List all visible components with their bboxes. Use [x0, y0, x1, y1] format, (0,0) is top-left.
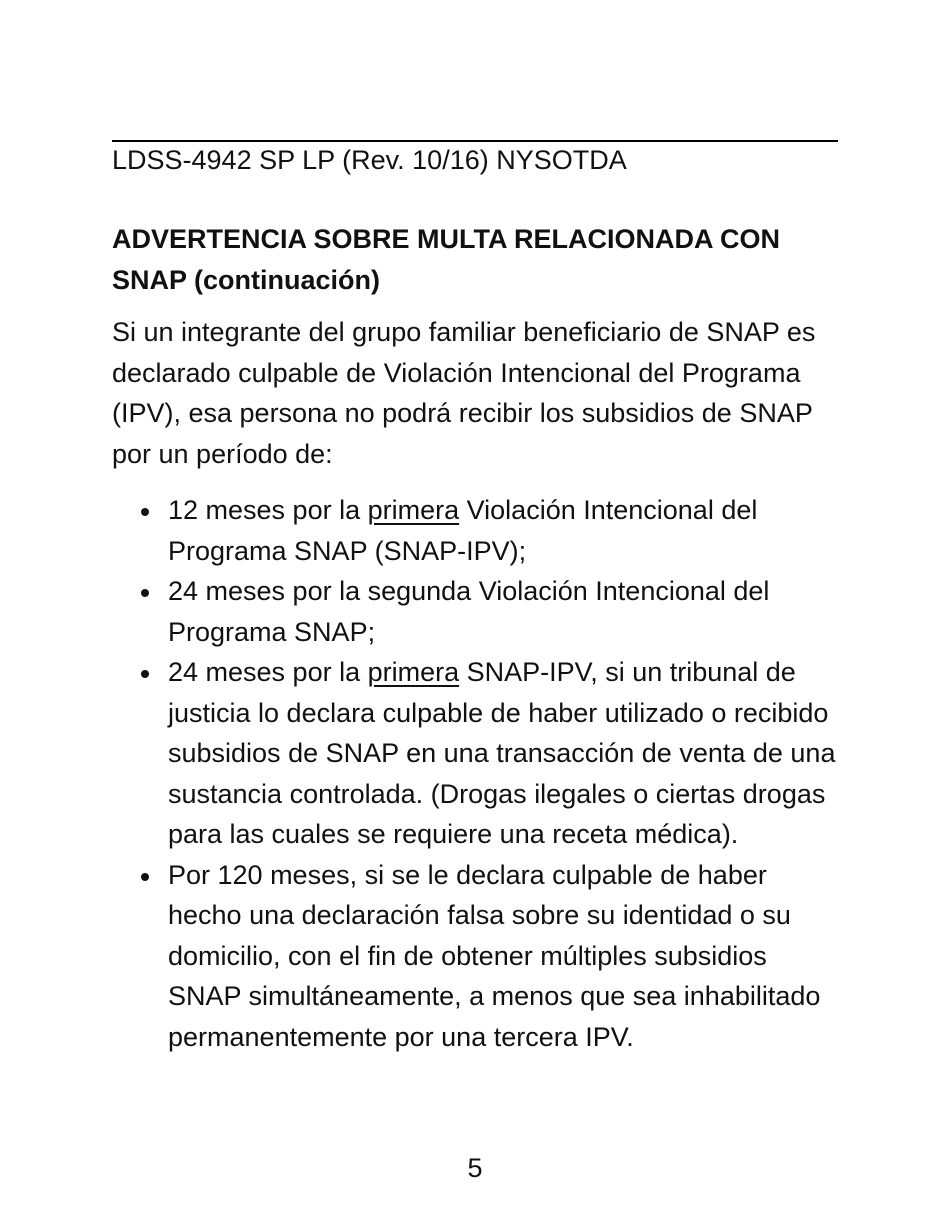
underlined-emphasis: primera — [367, 657, 460, 687]
intro-paragraph: Si un integrante del grupo familiar beneficiario de SNAP es declarado culpable de Violación Intencional del Programa (IPV), esa persona no podrá recibir los subsidios de SNAP por un período de: — [112, 317, 816, 469]
bullet-icon — [141, 670, 149, 678]
underlined-emphasis: primera — [367, 495, 460, 525]
bullet-icon — [141, 508, 149, 516]
page-number: 5 — [467, 1153, 483, 1183]
list-item — [112, 652, 842, 855]
bullet-icon — [141, 589, 149, 597]
list-item — [112, 855, 842, 1058]
section-heading: ADVERTENCIA SOBRE MULTA RELACIONADA CON SNAP (continuación) — [112, 224, 780, 295]
list-item-text-after: SNAP-IPV, si un tribunal de justicia lo declara culpable de haber utilizado o recibido subsidios de SNAP en una transacción de venta de una sustancia controlada. (Drogas ilegales o ciertas drogas para las cuales se requiere una receta médica). — [168, 657, 836, 849]
list-item-text-before: 12 meses por la — [168, 495, 368, 525]
penalty-list — [112, 490, 842, 1057]
list-item-text-before: 24 meses por la — [168, 657, 368, 687]
list-item-text-after: Violación Intencional del Programa SNAP (SNAP-IPV); — [168, 495, 758, 566]
bullet-icon — [141, 873, 149, 881]
list-item — [112, 571, 842, 652]
list-item-text: Por 120 meses, si se le declara culpable de haber hecho una declaración falsa sobre su identidad o su domicilio, con el fin de obtener múltiples subsidios SNAP simultáneamente, a menos que sea inhabilitado permanentemente por una tercera IPV. — [168, 859, 821, 1052]
form-identifier: LDSS-4942 SP LP (Rev. 10/16) NYSOTDA — [112, 145, 627, 175]
header-rule — [112, 140, 838, 142]
list-item-text: 24 meses por la segunda Violación Intencional del Programa SNAP; — [168, 576, 770, 647]
list-item — [112, 490, 842, 571]
